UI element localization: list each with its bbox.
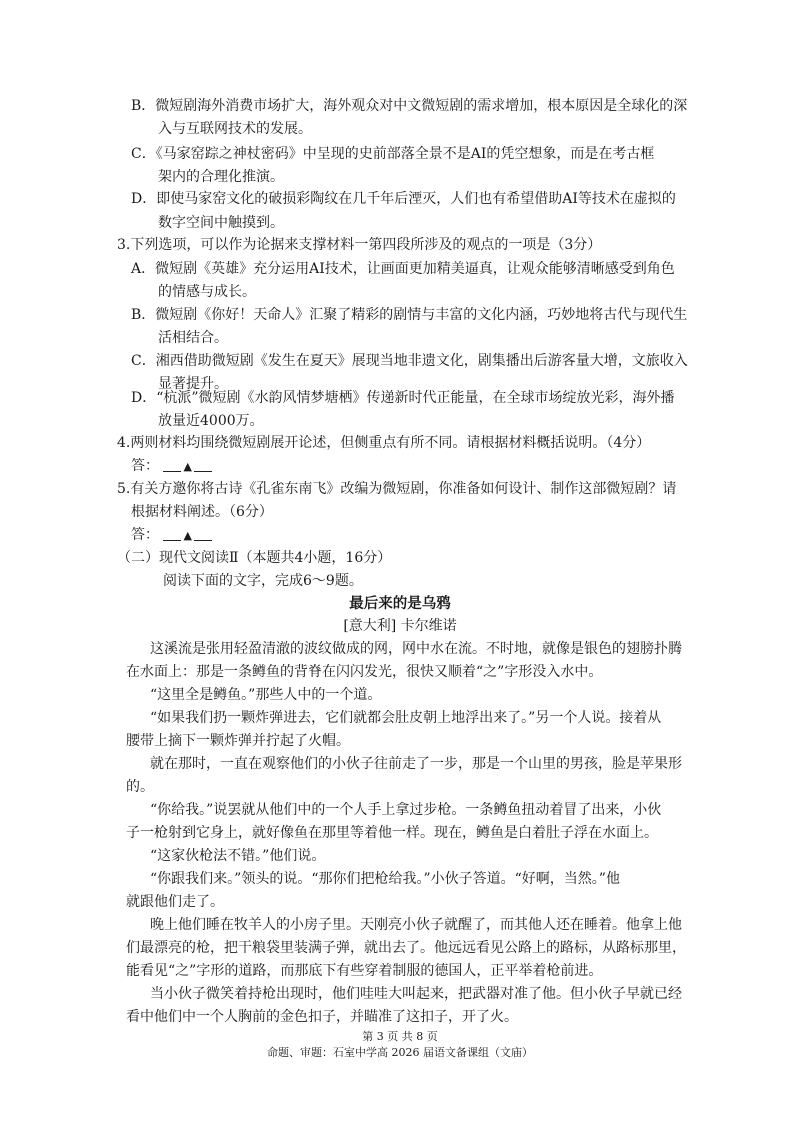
answer-label: 答： — [131, 527, 159, 543]
q2-option-d-line1: D．即使马家窑文化的破损彩陶纹在几千年后湮灭，人们也有希望借助AI等技术在虚拟的 — [131, 191, 676, 207]
story-line: “你给我。”说罢就从他们中的一个人手上拿过步枪。一条鳟鱼扭动着冒了出来，小伙 — [150, 802, 662, 818]
story-line: 这溪流是张用轻盈清澈的波纹做成的网，网中水在流。不时地，就像是银色的翅膀扑腾 — [150, 641, 682, 657]
q3-option-c-line2: 显著提升。 — [158, 376, 228, 392]
section2-heading: （二）现代文阅读Ⅱ（本题共4小题，16分） — [117, 550, 392, 566]
story-title: 最后来的是乌鸦 — [349, 595, 451, 612]
q3-option-b-line1: B．微短剧《你好！天命人》汇聚了精彩的剧情与丰富的文化内涵，巧妙地将古代与现代生 — [131, 307, 688, 323]
triangle-marker-icon: ▲ — [183, 460, 192, 473]
q2-option-c-line2: 架内的合理化推演。 — [158, 169, 284, 185]
story-line: “你跟我们来。”领头的说。“那你们把枪给我。”小伙子答道。“好啊，当然。”他 — [150, 871, 620, 887]
story-line: “这家伙枪法不错。”他们说。 — [150, 848, 326, 864]
story-line: 就跟他们走了。 — [126, 894, 224, 910]
story-line: “如果我们扔一颗炸弹进去，它们就都会肚皮朝上地浮出来了。”另一个人说。接着从 — [150, 710, 662, 726]
story-line: 在水面上：那是一条鳟鱼的背脊在闪闪发光，很快又顺着“之”字形没入水中。 — [126, 664, 603, 680]
page-number: 第 3 页 共 8 页 — [362, 1030, 438, 1043]
q5-answer — [131, 526, 212, 545]
story-line: 就在那时，一直在观察他们的小伙子往前走了一步，那是一个山里的男孩，脸是苹果形 — [150, 756, 682, 772]
q2-option-b-line2: 入与互联网技术的发展。 — [158, 121, 312, 137]
q3-option-d-line2: 放量近4000万。 — [158, 413, 264, 429]
q3-stem: 3.下列选项，可以作为论据来支撑材料一第四段所涉及的观点的一项是（3分） — [117, 237, 602, 253]
q3-option-d-line1: D．“杭派”微短剧《水韵风情梦塘栖》传递新时代正能量，在全球市场绽放光彩，海外播 — [131, 390, 675, 406]
answer-blank-right — [194, 471, 212, 472]
q5-stem-line2: 根据材料阐述。（6分） — [131, 504, 273, 520]
q3-option-a-line1: A．微短剧《英雄》充分运用AI技术，让画面更加精美逼真，让观众能够清晰感受到角色 — [131, 261, 675, 277]
answer-label: 答： — [131, 458, 159, 474]
story-line: 的。 — [126, 779, 154, 795]
story-line: “这里全是鳟鱼。”那些人中的一个道。 — [150, 687, 382, 703]
story-author: [意大利] 卡尔维诺 — [343, 618, 457, 634]
footer-credit: 命题、审题：石室中学高 2026 届语文备课组（文庙） — [267, 1046, 533, 1059]
story-line: 腰带上摘下一颗炸弹并拧起了火帽。 — [126, 733, 350, 749]
q5-stem-line1: 5.有关方邀你将古诗《孔雀东南飞》改编为微短剧，你准备如何设计、制作这部微短剧？请 — [117, 481, 677, 497]
triangle-marker-icon: ▲ — [183, 529, 192, 542]
story-line: 能看见“之”字形的道路，而那底下有些穿着制服的德国人，正平举着枪前进。 — [126, 963, 603, 979]
q2-option-b-line1: B．微短剧海外消费市场扩大，海外观众对中文微短剧的需求增加，根本原因是全球化的深 — [131, 98, 688, 114]
q4-stem: 4.两则材料均围绕微短剧展开论述，但侧重点有所不同。请根据材料概括说明。（4分） — [117, 435, 651, 451]
q2-option-d-line2: 数字空间中触摸到。 — [158, 215, 284, 231]
answer-blank-left — [163, 471, 181, 472]
answer-blank-right — [194, 540, 212, 541]
answer-blank-left — [163, 540, 181, 541]
q3-option-a-line2: 的情感与成长。 — [158, 284, 256, 300]
story-line: 当小伙子微笑着持枪出现时，他们哇哇大叫起来，把武器对准了他。但小伙子早就已经 — [150, 986, 682, 1002]
story-line: 看中他们中一个人胸前的金色扣子，并瞄准了这扣子，开了火。 — [126, 1009, 518, 1025]
story-line: 们最漂亮的枪，把干粮袋里装满子弹，就出去了。他远远看见公路上的路标，从路标那里， — [126, 940, 686, 956]
q2-option-c-line1: C．《马家窑踪之神杖密码》中呈现的史前部落全景不是AI的凭空想象，而是在考古框 — [131, 146, 655, 162]
q4-answer — [131, 457, 212, 476]
q3-option-b-line2: 活相结合。 — [158, 330, 228, 346]
story-line: 晚上他们睡在牧羊人的小房子里。天刚亮小伙子就醒了，而其他人还在睡着。他拿上他 — [150, 917, 682, 933]
story-line: 子一枪射到它身上，就好像鱼在那里等着他一样。现在，鳟鱼是白着肚子浮在水面上。 — [126, 825, 658, 841]
section2-instruction: 阅读下面的文字，完成6～9题。 — [163, 573, 363, 589]
q3-option-c-line1: C．湘西借助微短剧《发生在夏天》展现当地非遗文化，剧集播出后游客量大增，文旅收入 — [131, 353, 688, 369]
